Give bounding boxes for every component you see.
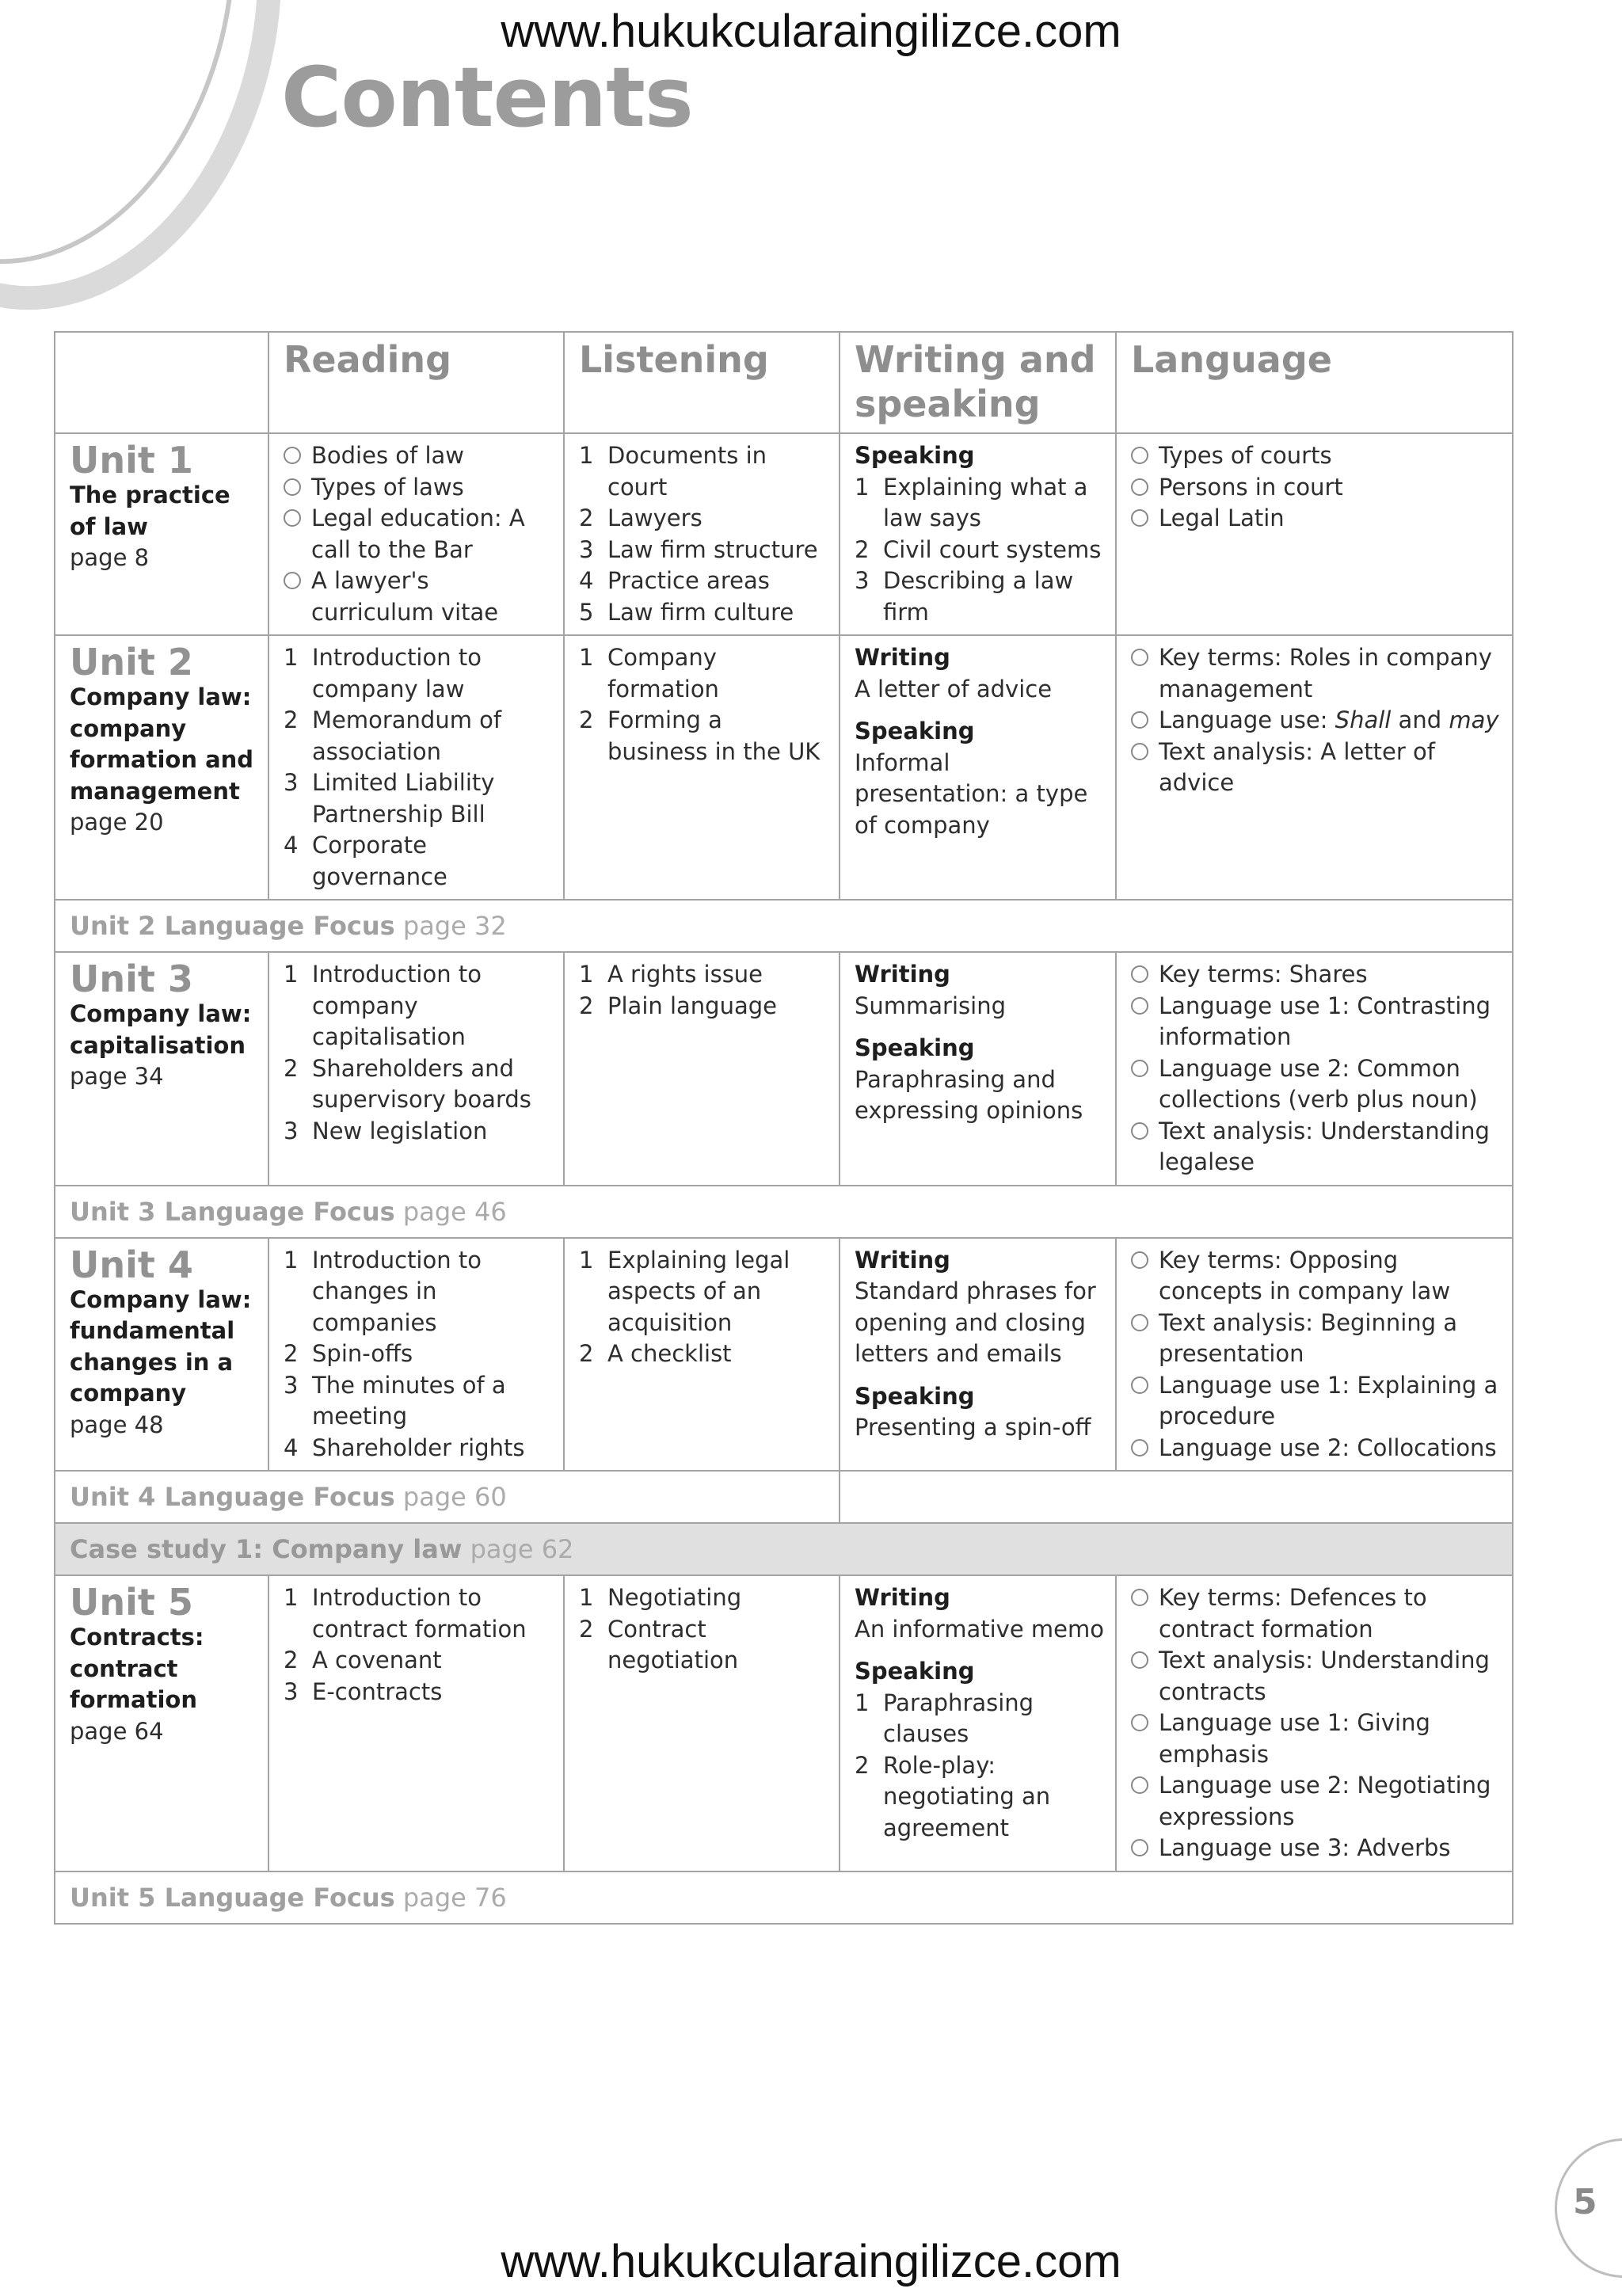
language-cell	[1116, 1575, 1513, 1871]
listening-item-text: Law firm culture	[607, 598, 794, 626]
language-focus-page[interactable]: page 60	[402, 1482, 507, 1512]
item-number: 1	[579, 961, 594, 988]
language-item-list	[1131, 1245, 1501, 1464]
circle-bullet-icon	[284, 478, 301, 496]
writing-speaking-cell	[840, 1575, 1116, 1871]
section-label: Writing	[855, 1584, 950, 1611]
circle-bullet-icon	[1131, 1589, 1148, 1606]
reading-cell	[268, 1238, 564, 1472]
language-item-text: Text analysis: Beginning a presentation	[1159, 1308, 1458, 1367]
reading-item	[284, 830, 552, 893]
activity-item	[855, 565, 1104, 628]
reading-item-text: Limited Liability Partnership Bill	[312, 769, 495, 828]
column-header-blank	[55, 332, 268, 433]
writing-speaking-cell	[840, 1238, 1116, 1472]
reading-item	[284, 1433, 552, 1464]
item-number: 2	[284, 1340, 299, 1367]
language-item	[1131, 1053, 1501, 1116]
reading-item	[284, 1338, 552, 1370]
item-number: 4	[284, 1434, 299, 1461]
item-number: 2	[579, 706, 594, 733]
language-focus-label: Unit 4 Language Focus	[70, 1482, 395, 1512]
unit-title: Company law: company formation and management	[70, 683, 254, 805]
writing-speaking-cell	[840, 635, 1116, 900]
case-study-row	[55, 1523, 1513, 1575]
item-number: 1	[284, 961, 299, 988]
activity-item-text: Describing a law firm	[883, 567, 1074, 626]
item-number: 3	[284, 1677, 299, 1705]
language-focus-cell[interactable]	[55, 1871, 1513, 1924]
item-number: 1	[579, 644, 594, 671]
unit-row	[55, 433, 1513, 635]
listening-item-list	[579, 1582, 828, 1677]
reading-item-text: Introduction to contract formation	[312, 1584, 527, 1643]
language-item-text: Legal Latin	[1159, 505, 1285, 531]
unit-title: Company law: capitalisation	[70, 1000, 252, 1059]
reading-cell	[268, 635, 564, 900]
listening-item-text: Law firm structure	[607, 535, 818, 563]
item-number: 2	[579, 1615, 594, 1643]
empty-cell	[840, 1471, 1513, 1523]
unit-title: The practice of law	[70, 482, 230, 540]
activity-item	[855, 535, 1104, 566]
writing-speaking-cell	[840, 433, 1116, 635]
item-number: 5	[579, 598, 594, 626]
listening-item	[579, 535, 828, 566]
reading-item-text: Introduction to company capitalisation	[312, 961, 482, 1050]
language-focus-cell[interactable]	[55, 900, 1513, 952]
case-study-label: Case study 1: Company law	[70, 1534, 463, 1564]
item-number: 2	[284, 706, 299, 733]
language-focus-row	[55, 1871, 1513, 1924]
language-item	[1131, 1308, 1501, 1370]
column-header-row	[55, 332, 1513, 433]
unit-cell	[55, 952, 268, 1186]
activity-item-text: Civil court systems	[883, 535, 1102, 563]
item-number: 2	[579, 1340, 594, 1367]
language-item-text: Language use 3: Adverbs	[1159, 1834, 1451, 1861]
unit-page-link[interactable]: page 48	[70, 1411, 164, 1438]
item-number: 4	[284, 832, 299, 859]
reading-item-text: Introduction to company law	[312, 644, 482, 703]
section-label: Speaking	[855, 1034, 975, 1061]
case-study-page[interactable]: page 62	[470, 1534, 574, 1564]
listening-item	[579, 1245, 828, 1339]
language-focus-cell[interactable]	[55, 1186, 1513, 1238]
reading-item-list	[284, 440, 552, 628]
listening-item	[579, 1582, 828, 1614]
item-number: 1	[855, 473, 870, 501]
language-item-text: Key terms: Shares	[1159, 961, 1368, 988]
activity-item-text: Paraphrasing clauses	[883, 1689, 1034, 1747]
reading-item	[284, 642, 552, 705]
listening-item	[579, 440, 828, 503]
listening-item	[579, 959, 828, 991]
circle-bullet-icon	[1131, 1251, 1148, 1269]
item-number: 2	[579, 992, 594, 1019]
item-number: 1	[579, 1246, 594, 1274]
language-focus-label: Unit 3 Language Focus	[70, 1196, 395, 1227]
section-label: Writing	[855, 644, 950, 671]
listening-item	[579, 705, 828, 767]
reading-item-text: Spin-offs	[312, 1340, 413, 1367]
listening-item	[579, 1338, 828, 1370]
column-header-listening: Listening	[564, 332, 840, 433]
item-number: 1	[284, 1584, 299, 1611]
circle-bullet-icon	[1131, 1839, 1148, 1856]
language-item	[1131, 705, 1501, 737]
circle-bullet-icon	[1131, 1651, 1148, 1669]
reading-item-text: A covenant	[312, 1647, 442, 1673]
language-item-text: Key terms: Roles in company management	[1159, 644, 1492, 703]
item-number: 1	[579, 442, 594, 469]
item-number: 3	[855, 567, 870, 594]
item-number: 3	[284, 1371, 299, 1399]
column-header-language: Language	[1116, 332, 1513, 433]
reading-item	[284, 1245, 552, 1339]
item-number: 3	[284, 769, 299, 796]
listening-item-text: Negotiating	[607, 1584, 742, 1611]
language-item-text: Language use 1: Giving emphasis	[1159, 1709, 1430, 1768]
unit-title: Contracts: contract formation	[70, 1624, 204, 1713]
reading-item-text: Corporate governance	[312, 832, 447, 890]
unit-row	[55, 952, 1513, 1186]
activity-item	[855, 1750, 1104, 1845]
language-item	[1131, 1370, 1501, 1433]
listening-item-text: Forming a business in the UK	[607, 706, 821, 765]
language-cell	[1116, 1238, 1513, 1472]
listening-item	[579, 597, 828, 629]
circle-bullet-icon	[1131, 1122, 1148, 1140]
reading-item-text: Shareholder rights	[312, 1434, 525, 1461]
language-focus-page[interactable]: page 46	[402, 1196, 507, 1227]
item-number: 2	[284, 1647, 299, 1673]
language-item	[1131, 991, 1501, 1053]
page-number: 5	[1573, 2182, 1597, 2222]
language-item	[1131, 440, 1501, 472]
listening-item-text: Documents in court	[607, 442, 767, 501]
reading-item	[284, 440, 552, 472]
unit-cell	[55, 1575, 268, 1871]
language-item-text: Language use 1: Contrasting information	[1159, 992, 1491, 1050]
item-number: 2	[579, 505, 594, 531]
listening-item	[579, 642, 828, 705]
listening-item-text: Plain language	[607, 992, 777, 1019]
reading-item-text: Bodies of law	[311, 442, 464, 469]
reading-item-list	[284, 959, 552, 1147]
reading-item-text: Types of laws	[311, 473, 464, 501]
listening-item-text: Company formation	[607, 644, 719, 703]
listening-item-list	[579, 1245, 828, 1370]
unit-number: Unit 5	[70, 1581, 193, 1624]
language-item-text: Text analysis: A letter of advice	[1159, 737, 1435, 796]
language-item	[1131, 1708, 1501, 1770]
item-number: 2	[284, 1054, 299, 1082]
language-item-list	[1131, 642, 1501, 799]
activity-item-list	[855, 1688, 1104, 1845]
activity-text: An informative memo	[855, 1615, 1104, 1643]
circle-bullet-icon	[1131, 1314, 1148, 1331]
listening-item-list	[579, 440, 828, 628]
circle-bullet-icon	[1131, 1376, 1148, 1394]
listening-item	[579, 991, 828, 1022]
reading-item	[284, 503, 552, 565]
circle-bullet-icon	[1131, 1060, 1148, 1077]
reading-item	[284, 767, 552, 830]
reading-item-list	[284, 1245, 552, 1464]
item-number: 4	[579, 567, 594, 594]
section-label: Writing	[855, 961, 950, 988]
unit-page-link[interactable]: page 8	[70, 544, 150, 571]
language-focus-row	[55, 900, 1513, 952]
reading-item	[284, 472, 552, 504]
unit-page-link[interactable]: page 34	[70, 1063, 164, 1090]
column-header-reading: Reading	[268, 332, 564, 433]
language-item	[1131, 959, 1501, 991]
section-label: Speaking	[855, 1382, 975, 1410]
circle-bullet-icon	[284, 447, 301, 464]
language-focus-page[interactable]: page 76	[402, 1882, 507, 1913]
column-header-writing-speaking: Writing and speaking	[840, 332, 1116, 433]
footer-website-url[interactable]: www.hukukcularaingilizce.com	[501, 2236, 1121, 2287]
unit-cell	[55, 1238, 268, 1472]
language-focus-label: Unit 2 Language Focus	[70, 911, 395, 941]
reading-item	[284, 565, 552, 628]
language-item	[1131, 737, 1501, 799]
unit-cell	[55, 635, 268, 900]
language-item-list	[1131, 440, 1501, 535]
reading-item	[284, 1645, 552, 1677]
reading-item-text: New legislation	[312, 1117, 488, 1144]
reading-item	[284, 1677, 552, 1708]
activity-text: Paraphrasing and expressing opinions	[855, 1065, 1083, 1124]
language-focus-row	[55, 1186, 1513, 1238]
unit-row	[55, 1238, 1513, 1472]
item-number: 3	[579, 535, 594, 563]
listening-item-text: Contract negotiation	[607, 1615, 739, 1673]
unit-cell	[55, 433, 268, 635]
language-focus-row	[55, 1471, 1513, 1523]
circle-bullet-icon	[1131, 1776, 1148, 1794]
reading-item-text: The minutes of a meeting	[312, 1371, 506, 1430]
section-label: Speaking	[855, 1658, 975, 1685]
reading-cell	[268, 1575, 564, 1871]
reading-item-list	[284, 1582, 552, 1708]
language-item	[1131, 1582, 1501, 1645]
unit-page-link[interactable]: page 64	[70, 1717, 164, 1745]
reading-item	[284, 705, 552, 767]
reading-item-text: Shareholders and supervisory boards	[312, 1054, 531, 1113]
language-item	[1131, 642, 1501, 705]
listening-item-text: Practice areas	[607, 567, 770, 594]
language-item-text: Language use 2: Common collections (verb plus noun)	[1159, 1054, 1478, 1113]
listening-item-text: Explaining legal aspects of an acquisition	[607, 1246, 790, 1336]
unit-page-link[interactable]: page 20	[70, 809, 164, 836]
language-focus-label: Unit 5 Language Focus	[70, 1882, 395, 1913]
activity-text: Informal presentation: a type of company	[855, 748, 1088, 839]
item-number: 2	[855, 535, 870, 563]
unit-title: Company law: fundamental changes in a company	[70, 1285, 252, 1407]
listening-item-list	[579, 959, 828, 1022]
listening-item	[579, 503, 828, 535]
unit-number: Unit 4	[70, 1243, 193, 1286]
unit-row	[55, 1575, 1513, 1871]
unit-row	[55, 635, 1513, 900]
unit-number: Unit 2	[70, 641, 193, 683]
item-number: 1	[855, 1689, 870, 1716]
reading-item-text: A lawyer's curriculum vitae	[311, 567, 499, 626]
circle-bullet-icon	[284, 509, 301, 527]
language-item	[1131, 1433, 1501, 1464]
reading-item-text: Memorandum of association	[312, 706, 502, 765]
circle-bullet-icon	[1131, 997, 1148, 1015]
reading-item	[284, 959, 552, 1053]
language-item-text: Language use 2: Collocations	[1159, 1434, 1497, 1461]
circle-bullet-icon	[284, 572, 301, 589]
writing-speaking-cell	[840, 952, 1116, 1186]
circle-bullet-icon	[1131, 447, 1148, 464]
reading-item-text: Legal education: A call to the Bar	[311, 505, 525, 563]
listening-cell	[564, 635, 840, 900]
language-item-text: Language use 2: Negotiating expressions	[1159, 1772, 1491, 1830]
language-cell	[1116, 952, 1513, 1186]
language-item-list	[1131, 959, 1501, 1178]
language-item-text: Text analysis: Understanding legalese	[1159, 1117, 1490, 1175]
section-label: Writing	[855, 1246, 950, 1274]
reading-item	[284, 1116, 552, 1148]
language-item-list	[1131, 1582, 1501, 1864]
unit-number: Unit 3	[70, 958, 193, 1000]
reading-item-text: E-contracts	[312, 1677, 443, 1705]
language-cell	[1116, 635, 1513, 900]
activity-text: A letter of advice	[855, 675, 1053, 703]
listening-cell	[564, 952, 840, 1186]
item-number: 1	[579, 1584, 594, 1611]
listening-item-text: A rights issue	[607, 961, 763, 988]
item-number: 3	[284, 1117, 299, 1144]
language-item	[1131, 503, 1501, 535]
circle-bullet-icon	[1131, 965, 1148, 983]
circle-bullet-icon	[1131, 649, 1148, 666]
header-website-url[interactable]: www.hukukcularaingilizce.com	[501, 6, 1121, 57]
item-number: 1	[284, 644, 299, 671]
language-item-text: Key terms: Defences to contract formation	[1159, 1584, 1427, 1643]
case-study-cell[interactable]	[55, 1523, 1513, 1575]
item-number: 1	[284, 1246, 299, 1274]
circle-bullet-icon	[1131, 1439, 1148, 1456]
language-focus-page[interactable]: page 32	[402, 911, 507, 941]
listening-item	[579, 565, 828, 597]
contents-table	[54, 331, 1513, 1925]
unit-number: Unit 1	[70, 439, 193, 482]
listening-cell	[564, 1575, 840, 1871]
activity-text: Presenting a spin-off	[855, 1414, 1091, 1441]
reading-item-text: Introduction to changes in companies	[312, 1246, 482, 1336]
activity-item	[855, 472, 1104, 535]
language-item	[1131, 472, 1501, 504]
listening-item	[579, 1614, 828, 1677]
circle-bullet-icon	[1131, 1714, 1148, 1731]
activity-text: Summarising	[855, 992, 1006, 1019]
reading-item-list	[284, 642, 552, 893]
reading-cell	[268, 433, 564, 635]
language-item	[1131, 1833, 1501, 1864]
circle-bullet-icon	[1131, 743, 1148, 760]
language-item	[1131, 1245, 1501, 1308]
reading-cell	[268, 952, 564, 1186]
listening-item-text: A checklist	[607, 1340, 732, 1367]
language-item	[1131, 1770, 1501, 1833]
language-focus-cell[interactable]	[55, 1471, 840, 1523]
language-cell	[1116, 433, 1513, 635]
circle-bullet-icon	[1131, 509, 1148, 527]
page-title: Contents	[281, 49, 693, 146]
reading-item	[284, 1370, 552, 1433]
language-item	[1131, 1116, 1501, 1178]
circle-bullet-icon	[1131, 711, 1148, 729]
reading-item	[284, 1053, 552, 1116]
language-item-text: Language use: Shall and may	[1159, 706, 1499, 733]
listening-cell	[564, 1238, 840, 1472]
circle-bullet-icon	[1131, 478, 1148, 496]
activity-text: Standard phrases for opening and closing letters and emails	[855, 1277, 1096, 1367]
contents-table-body	[55, 433, 1513, 1924]
section-label: Speaking	[855, 442, 975, 469]
language-item-text: Types of courts	[1159, 442, 1332, 469]
activity-item-list	[855, 472, 1104, 629]
item-number: 2	[855, 1751, 870, 1779]
section-label: Speaking	[855, 718, 975, 744]
activity-item-text: Role-play: negotiating an agreement	[883, 1751, 1051, 1841]
language-item-text: Text analysis: Understanding contracts	[1159, 1647, 1490, 1705]
activity-item	[855, 1688, 1104, 1750]
reading-item	[284, 1582, 552, 1645]
language-item-text: Key terms: Opposing concepts in company law	[1159, 1246, 1451, 1304]
language-item-text: Persons in court	[1159, 473, 1343, 501]
language-item-text: Language use 1: Explaining a procedure	[1159, 1371, 1498, 1430]
listening-item-list	[579, 642, 828, 767]
listening-item-text: Lawyers	[607, 505, 702, 531]
listening-cell	[564, 433, 840, 635]
activity-item-text: Explaining what a law says	[883, 473, 1088, 531]
language-item	[1131, 1645, 1501, 1708]
